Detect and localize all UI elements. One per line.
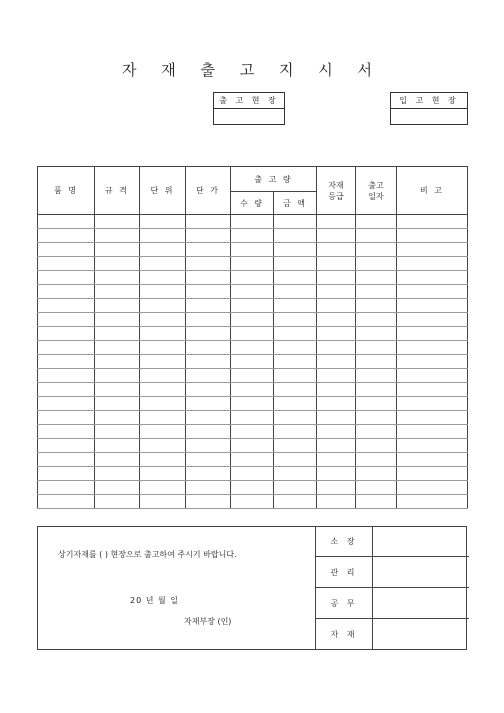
table-cell[interactable] xyxy=(317,313,356,327)
table-row xyxy=(38,467,468,481)
table-cell[interactable] xyxy=(274,313,317,327)
table-cell[interactable] xyxy=(356,453,397,467)
table-row xyxy=(38,257,468,271)
table-cell[interactable] xyxy=(317,383,356,397)
table-cell[interactable] xyxy=(397,299,468,313)
table-cell[interactable] xyxy=(95,411,140,425)
table-cell[interactable] xyxy=(38,453,95,467)
header-note: 비 고 xyxy=(397,167,468,215)
table-cell[interactable] xyxy=(397,243,468,257)
table-cell[interactable] xyxy=(38,383,95,397)
table-cell[interactable] xyxy=(397,467,468,481)
table-cell[interactable] xyxy=(274,481,317,495)
table-cell[interactable] xyxy=(356,411,397,425)
table-cell[interactable] xyxy=(317,453,356,467)
table-cell[interactable] xyxy=(356,369,397,383)
approval-label: 관 리 xyxy=(316,557,373,587)
table-cell[interactable] xyxy=(38,215,95,229)
table-cell[interactable] xyxy=(140,313,186,327)
table-cell[interactable] xyxy=(38,229,95,243)
table-cell[interactable] xyxy=(140,257,186,271)
table-cell[interactable] xyxy=(231,481,274,495)
table-row xyxy=(38,215,468,229)
table-cell[interactable] xyxy=(356,397,397,411)
table-cell[interactable] xyxy=(397,495,468,509)
table-cell[interactable] xyxy=(397,453,468,467)
table-cell[interactable] xyxy=(397,285,468,299)
table-row xyxy=(38,369,468,383)
table-cell[interactable] xyxy=(317,229,356,243)
table-cell[interactable] xyxy=(397,383,468,397)
request-section xyxy=(37,526,467,650)
table-cell[interactable] xyxy=(38,341,95,355)
table-cell[interactable] xyxy=(95,453,140,467)
header-amount: 금 액 xyxy=(274,192,317,215)
table-cell[interactable] xyxy=(231,299,274,313)
table-cell[interactable] xyxy=(231,313,274,327)
table-cell[interactable] xyxy=(140,341,186,355)
table-cell[interactable] xyxy=(231,369,274,383)
table-cell[interactable] xyxy=(38,481,95,495)
table-cell[interactable] xyxy=(356,229,397,243)
approval-label: 소 장 xyxy=(316,526,373,556)
table-cell[interactable] xyxy=(397,215,468,229)
table-cell[interactable] xyxy=(274,341,317,355)
table-cell[interactable] xyxy=(397,257,468,271)
table-cell[interactable] xyxy=(38,285,95,299)
table-cell[interactable] xyxy=(186,481,231,495)
table-cell[interactable] xyxy=(95,327,140,341)
table-cell[interactable] xyxy=(140,299,186,313)
table-cell[interactable] xyxy=(186,425,231,439)
table-cell[interactable] xyxy=(356,285,397,299)
table-cell[interactable] xyxy=(231,341,274,355)
incoming-site-box xyxy=(390,92,468,125)
table-row xyxy=(38,397,468,411)
header-date: 출고 일자 xyxy=(356,167,397,215)
table-row xyxy=(38,327,468,341)
table-cell[interactable] xyxy=(231,285,274,299)
table-cell[interactable] xyxy=(356,481,397,495)
table-cell[interactable] xyxy=(186,257,231,271)
table-cell[interactable] xyxy=(274,425,317,439)
table-cell[interactable] xyxy=(231,411,274,425)
table-row xyxy=(38,425,468,439)
table-cell[interactable] xyxy=(38,271,95,285)
table-cell[interactable] xyxy=(95,341,140,355)
table-cell[interactable] xyxy=(317,439,356,453)
table-cell[interactable] xyxy=(186,495,231,509)
table-cell[interactable] xyxy=(38,257,95,271)
table-cell[interactable] xyxy=(397,397,468,411)
table-cell[interactable] xyxy=(95,215,140,229)
table-cell[interactable] xyxy=(186,397,231,411)
table-cell[interactable] xyxy=(186,341,231,355)
table-cell[interactable] xyxy=(317,257,356,271)
table-cell[interactable] xyxy=(231,383,274,397)
table-cell[interactable] xyxy=(140,411,186,425)
table-cell[interactable] xyxy=(140,453,186,467)
table-cell[interactable] xyxy=(186,355,231,369)
table-cell[interactable] xyxy=(38,243,95,257)
material-table xyxy=(37,166,468,509)
table-cell[interactable] xyxy=(186,411,231,425)
table-cell[interactable] xyxy=(274,271,317,285)
table-cell[interactable] xyxy=(38,313,95,327)
table-cell[interactable] xyxy=(356,271,397,285)
table-cell[interactable] xyxy=(231,495,274,509)
header-grade: 자재 등급 xyxy=(317,167,356,215)
table-cell[interactable] xyxy=(274,355,317,369)
table-cell[interactable] xyxy=(356,341,397,355)
table-cell[interactable] xyxy=(140,327,186,341)
header-price: 단 가 xyxy=(186,167,231,215)
table-cell[interactable] xyxy=(274,495,317,509)
table-row xyxy=(38,341,468,355)
table-cell[interactable] xyxy=(317,243,356,257)
table-cell[interactable] xyxy=(356,439,397,453)
table-cell[interactable] xyxy=(38,425,95,439)
request-message: 상기자재를 ( ) 현장으로 출고하여 주시기 바랍니다. xyxy=(58,550,237,559)
table-cell[interactable] xyxy=(356,355,397,369)
table-cell[interactable] xyxy=(274,215,317,229)
table-cell[interactable] xyxy=(397,327,468,341)
table-cell[interactable] xyxy=(186,285,231,299)
table-cell[interactable] xyxy=(38,495,95,509)
table-cell[interactable] xyxy=(140,495,186,509)
table-cell[interactable] xyxy=(140,355,186,369)
table-row xyxy=(38,299,468,313)
table-cell[interactable] xyxy=(231,453,274,467)
header-unit: 단 위 xyxy=(140,167,186,215)
table-cell[interactable] xyxy=(38,397,95,411)
table-cell[interactable] xyxy=(356,425,397,439)
table-cell[interactable] xyxy=(186,327,231,341)
table-cell[interactable] xyxy=(397,271,468,285)
table-cell[interactable] xyxy=(317,397,356,411)
header-item: 품 명 xyxy=(38,167,95,215)
table-cell[interactable] xyxy=(38,467,95,481)
table-cell[interactable] xyxy=(140,285,186,299)
table-cell[interactable] xyxy=(397,341,468,355)
table-cell[interactable] xyxy=(397,411,468,425)
table-cell[interactable] xyxy=(186,369,231,383)
table-cell[interactable] xyxy=(274,229,317,243)
table-cell[interactable] xyxy=(186,215,231,229)
table-cell[interactable] xyxy=(397,355,468,369)
table-cell[interactable] xyxy=(356,299,397,313)
table-cell[interactable] xyxy=(231,243,274,257)
table-cell[interactable] xyxy=(140,467,186,481)
table-cell[interactable] xyxy=(186,243,231,257)
table-row xyxy=(38,439,468,453)
table-cell[interactable] xyxy=(356,495,397,509)
table-cell[interactable] xyxy=(186,313,231,327)
table-cell[interactable] xyxy=(95,481,140,495)
signer-line: 자재부장 (인) xyxy=(184,617,232,626)
table-cell[interactable] xyxy=(38,439,95,453)
table-row xyxy=(38,313,468,327)
table-cell[interactable] xyxy=(38,327,95,341)
table-cell[interactable] xyxy=(140,383,186,397)
table-cell[interactable] xyxy=(274,397,317,411)
table-cell[interactable] xyxy=(186,383,231,397)
table-cell[interactable] xyxy=(274,285,317,299)
table-cell[interactable] xyxy=(274,453,317,467)
table-cell[interactable] xyxy=(95,257,140,271)
table-cell[interactable] xyxy=(38,369,95,383)
table-cell[interactable] xyxy=(317,495,356,509)
table-row xyxy=(38,453,468,467)
table-cell[interactable] xyxy=(38,299,95,313)
table-cell[interactable] xyxy=(95,271,140,285)
table-cell[interactable] xyxy=(95,495,140,509)
table-cell[interactable] xyxy=(140,369,186,383)
table-cell[interactable] xyxy=(397,481,468,495)
table-cell[interactable] xyxy=(356,243,397,257)
table-cell[interactable] xyxy=(95,383,140,397)
table-cell[interactable] xyxy=(317,411,356,425)
approval-row[interactable] xyxy=(316,588,469,619)
table-cell[interactable] xyxy=(317,327,356,341)
table-cell[interactable] xyxy=(231,229,274,243)
incoming-site-field[interactable] xyxy=(391,109,467,124)
table-cell[interactable] xyxy=(140,243,186,257)
table-cell[interactable] xyxy=(231,467,274,481)
table-cell[interactable] xyxy=(397,369,468,383)
table-row xyxy=(38,229,468,243)
outgoing-site-field[interactable] xyxy=(214,109,284,124)
table-row xyxy=(38,243,468,257)
table-cell[interactable] xyxy=(317,341,356,355)
table-cell[interactable] xyxy=(95,285,140,299)
approval-row[interactable] xyxy=(316,619,469,650)
table-cell[interactable] xyxy=(274,439,317,453)
table-cell[interactable] xyxy=(397,425,468,439)
table-cell[interactable] xyxy=(274,411,317,425)
request-date: 20 년 월 일 xyxy=(130,596,179,605)
table-cell[interactable] xyxy=(186,271,231,285)
outgoing-site-label: 출 고 현 장 xyxy=(214,93,284,109)
table-cell[interactable] xyxy=(231,327,274,341)
approval-grid xyxy=(315,526,468,650)
table-cell[interactable] xyxy=(140,215,186,229)
table-cell[interactable] xyxy=(397,229,468,243)
header-qty-group: 출 고 량 xyxy=(231,167,317,192)
table-cell[interactable] xyxy=(356,257,397,271)
table-row xyxy=(38,481,468,495)
header-qty: 수 량 xyxy=(231,192,274,215)
table-cell[interactable] xyxy=(317,481,356,495)
table-cell[interactable] xyxy=(140,229,186,243)
table-cell[interactable] xyxy=(95,229,140,243)
table-cell[interactable] xyxy=(186,229,231,243)
table-cell[interactable] xyxy=(317,467,356,481)
table-row xyxy=(38,495,468,509)
table-cell[interactable] xyxy=(140,397,186,411)
table-cell[interactable] xyxy=(231,215,274,229)
table-cell[interactable] xyxy=(356,327,397,341)
table-cell[interactable] xyxy=(231,257,274,271)
table-cell[interactable] xyxy=(140,439,186,453)
table-cell[interactable] xyxy=(317,285,356,299)
approval-label: 자 재 xyxy=(316,619,373,650)
table-cell[interactable] xyxy=(274,257,317,271)
table-cell[interactable] xyxy=(397,439,468,453)
table-cell[interactable] xyxy=(317,425,356,439)
document-title: 자 재 출 고 지 시 서 xyxy=(121,61,383,79)
table-cell[interactable] xyxy=(356,467,397,481)
table-cell[interactable] xyxy=(140,271,186,285)
table-cell[interactable] xyxy=(274,299,317,313)
table-cell[interactable] xyxy=(186,467,231,481)
table-cell[interactable] xyxy=(38,411,95,425)
approval-row[interactable] xyxy=(316,526,469,557)
table-cell[interactable] xyxy=(186,299,231,313)
table-cell[interactable] xyxy=(317,299,356,313)
table-cell[interactable] xyxy=(95,467,140,481)
table-cell[interactable] xyxy=(95,313,140,327)
table-cell[interactable] xyxy=(95,397,140,411)
table-cell[interactable] xyxy=(274,383,317,397)
table-cell[interactable] xyxy=(95,355,140,369)
header-spec: 규 격 xyxy=(95,167,140,215)
table-cell[interactable] xyxy=(140,425,186,439)
table-cell[interactable] xyxy=(356,215,397,229)
table-cell[interactable] xyxy=(397,313,468,327)
table-cell[interactable] xyxy=(231,425,274,439)
table-row xyxy=(38,383,468,397)
table-cell[interactable] xyxy=(231,397,274,411)
table-cell[interactable] xyxy=(356,313,397,327)
table-cell[interactable] xyxy=(186,453,231,467)
table-cell[interactable] xyxy=(317,369,356,383)
table-row xyxy=(38,411,468,425)
table-cell[interactable] xyxy=(38,355,95,369)
outgoing-site-box xyxy=(213,92,285,125)
table-cell[interactable] xyxy=(317,355,356,369)
table-cell[interactable] xyxy=(140,481,186,495)
approval-label: 공 무 xyxy=(316,588,373,618)
incoming-site-label: 입 고 현 장 xyxy=(391,93,467,109)
table-cell[interactable] xyxy=(186,439,231,453)
table-cell[interactable] xyxy=(95,299,140,313)
table-row xyxy=(38,285,468,299)
table-row xyxy=(38,271,468,285)
table-cell[interactable] xyxy=(356,383,397,397)
table-cell[interactable] xyxy=(274,467,317,481)
approval-row[interactable] xyxy=(316,557,469,588)
table-cell[interactable] xyxy=(274,369,317,383)
table-cell[interactable] xyxy=(95,243,140,257)
table-cell[interactable] xyxy=(317,271,356,285)
table-cell[interactable] xyxy=(231,355,274,369)
table-cell[interactable] xyxy=(317,215,356,229)
table-cell[interactable] xyxy=(95,439,140,453)
table-cell[interactable] xyxy=(95,369,140,383)
table-cell[interactable] xyxy=(95,425,140,439)
table-cell[interactable] xyxy=(231,439,274,453)
table-cell[interactable] xyxy=(274,243,317,257)
table-row xyxy=(38,355,468,369)
table-cell[interactable] xyxy=(231,271,274,285)
table-cell[interactable] xyxy=(274,327,317,341)
